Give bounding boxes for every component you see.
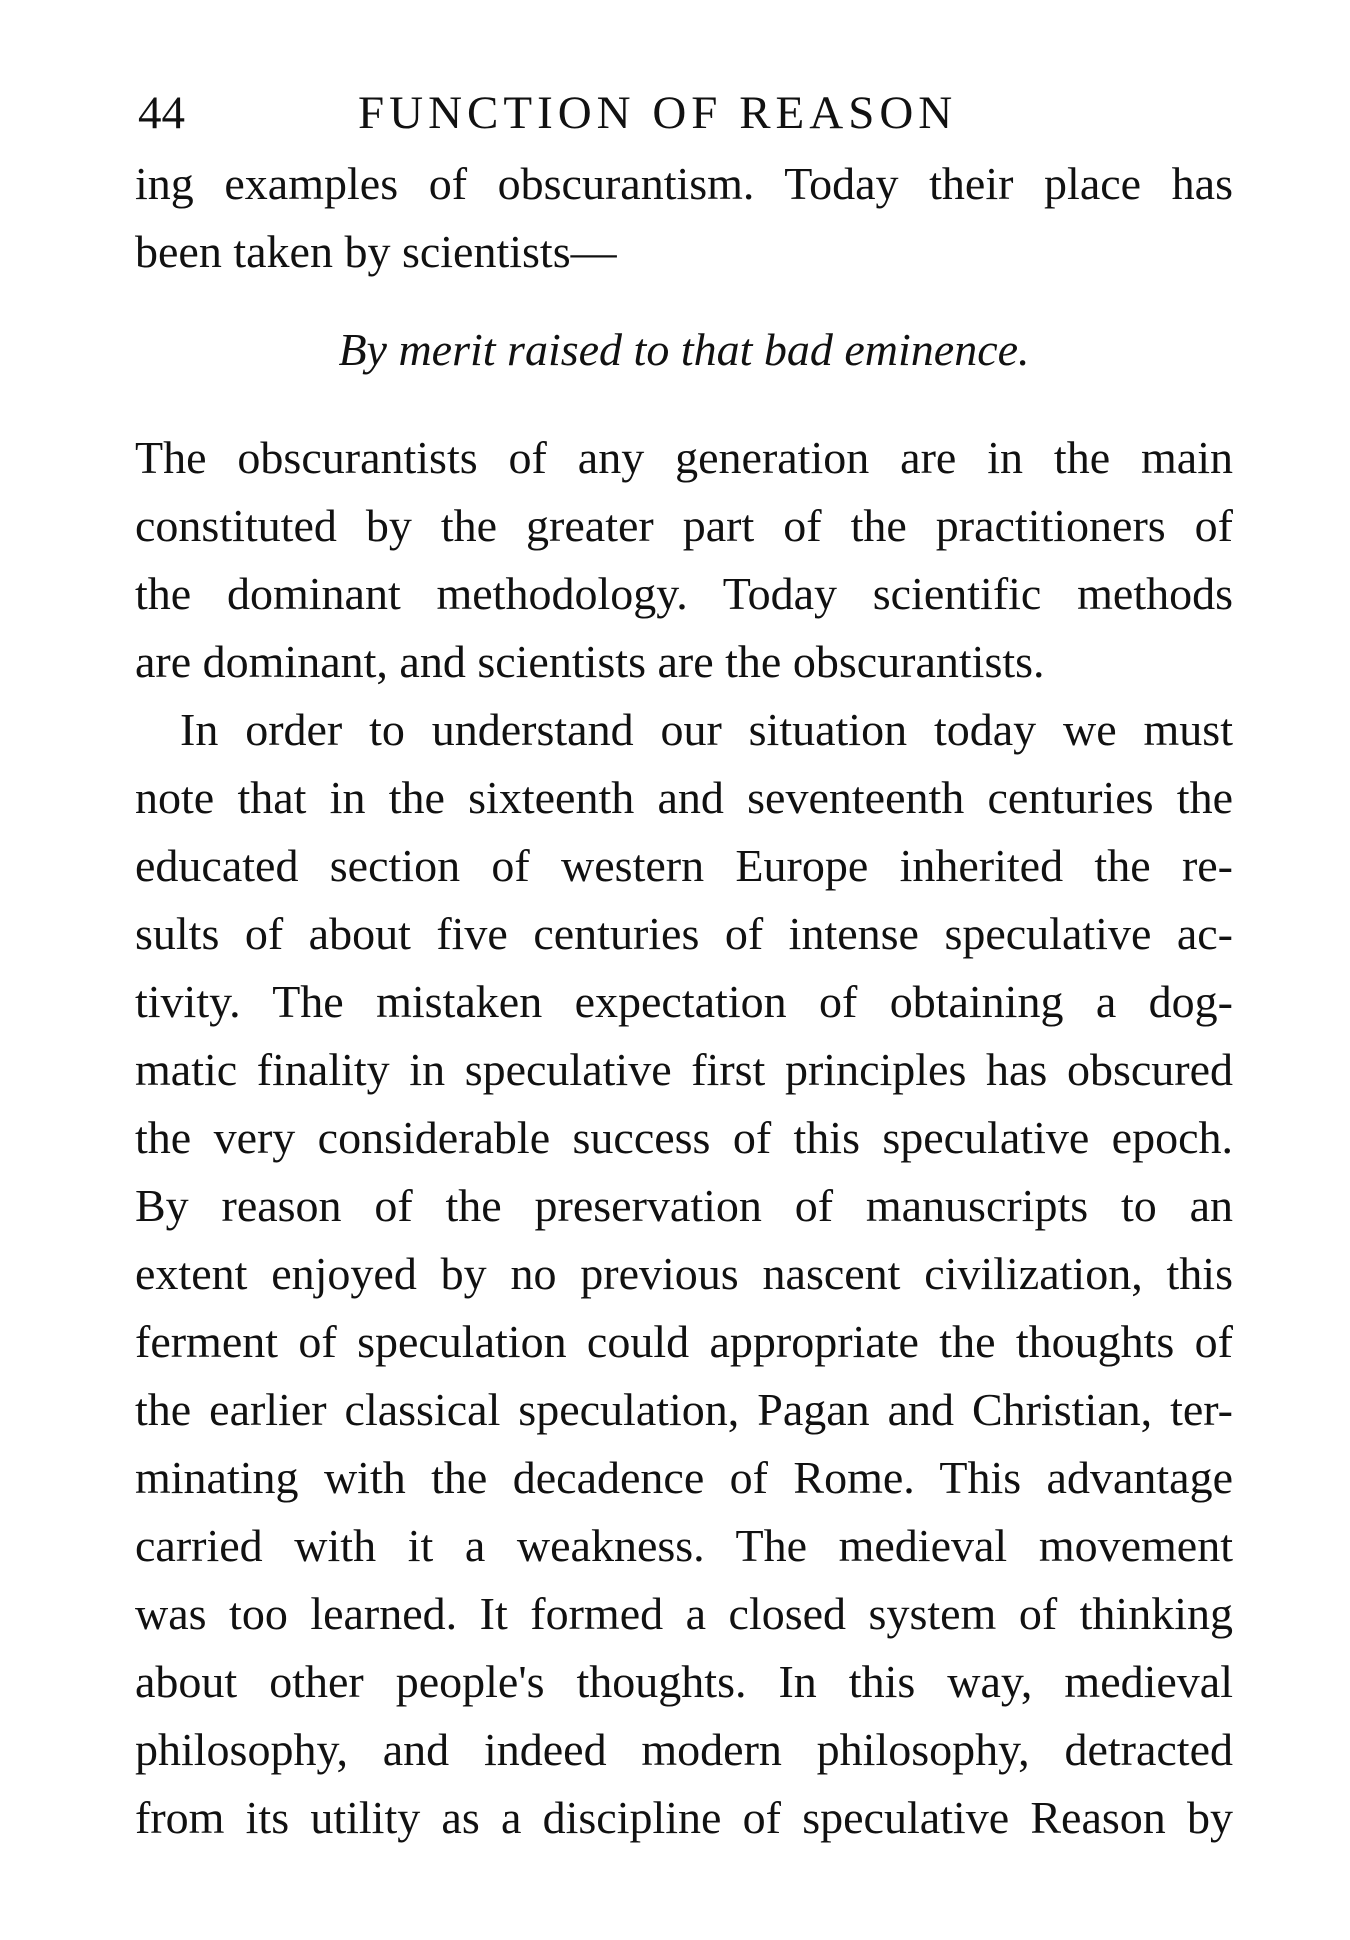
- text-line: carried with it a weakness. The medieval movement: [135, 1520, 1233, 1571]
- text-line: are dominant, and scientists are the obscurantists.: [135, 636, 1045, 687]
- epigraph-quote: By merit raised to that bad eminence.: [338, 324, 1030, 375]
- text-line: from its utility as a discipline of speculative Reason by: [135, 1792, 1233, 1843]
- text-line: ferment of speculation could appropriate the thoughts of: [135, 1316, 1233, 1367]
- chapter-title: FUNCTION OF REASON: [358, 87, 958, 139]
- text-line: extent enjoyed by no previous nascent civilization, this: [135, 1248, 1233, 1299]
- body-text: [135, 150, 1233, 1852]
- text-line: the very considerable success of this speculative epoch.: [135, 1112, 1233, 1163]
- page-number: 44: [138, 87, 185, 139]
- text-line: ing examples of obscurantism. Today their place has: [135, 158, 1233, 209]
- text-line: educated section of western Europe inherited the re-: [135, 840, 1233, 891]
- text-line: minating with the decadence of Rome. This advantage: [135, 1452, 1233, 1503]
- text-line: about other people's thoughts. In this way, medieval: [135, 1656, 1233, 1707]
- text-line: philosophy, and indeed modern philosophy, detracted: [135, 1724, 1233, 1775]
- text-line: the earlier classical speculation, Pagan and Christian, ter-: [135, 1384, 1233, 1435]
- text-line: The obscurantists of any generation are in the main: [135, 432, 1233, 483]
- paragraph-2: [135, 696, 1233, 1852]
- text-line: In order to understand our situation today we must: [180, 704, 1233, 755]
- text-line: the dominant methodology. Today scientific methods: [135, 568, 1233, 619]
- text-line: constituted by the greater part of the practitioners of: [135, 500, 1233, 551]
- text-line: been taken by scientists—: [135, 226, 617, 277]
- text-line: was too learned. It formed a closed system of thinking: [135, 1588, 1233, 1639]
- running-head: [138, 78, 1238, 148]
- text-line: tivity. The mistaken expectation of obtaining a dog-: [135, 976, 1233, 1027]
- text-line: note that in the sixteenth and seventeenth centuries the: [135, 772, 1233, 823]
- text-line: matic finality in speculative first principles has obscured: [135, 1044, 1233, 1095]
- text-line: By reason of the preservation of manuscripts to an: [135, 1180, 1233, 1231]
- text-line: sults of about five centuries of intense speculative ac-: [135, 908, 1233, 959]
- paragraph-1: [135, 424, 1233, 696]
